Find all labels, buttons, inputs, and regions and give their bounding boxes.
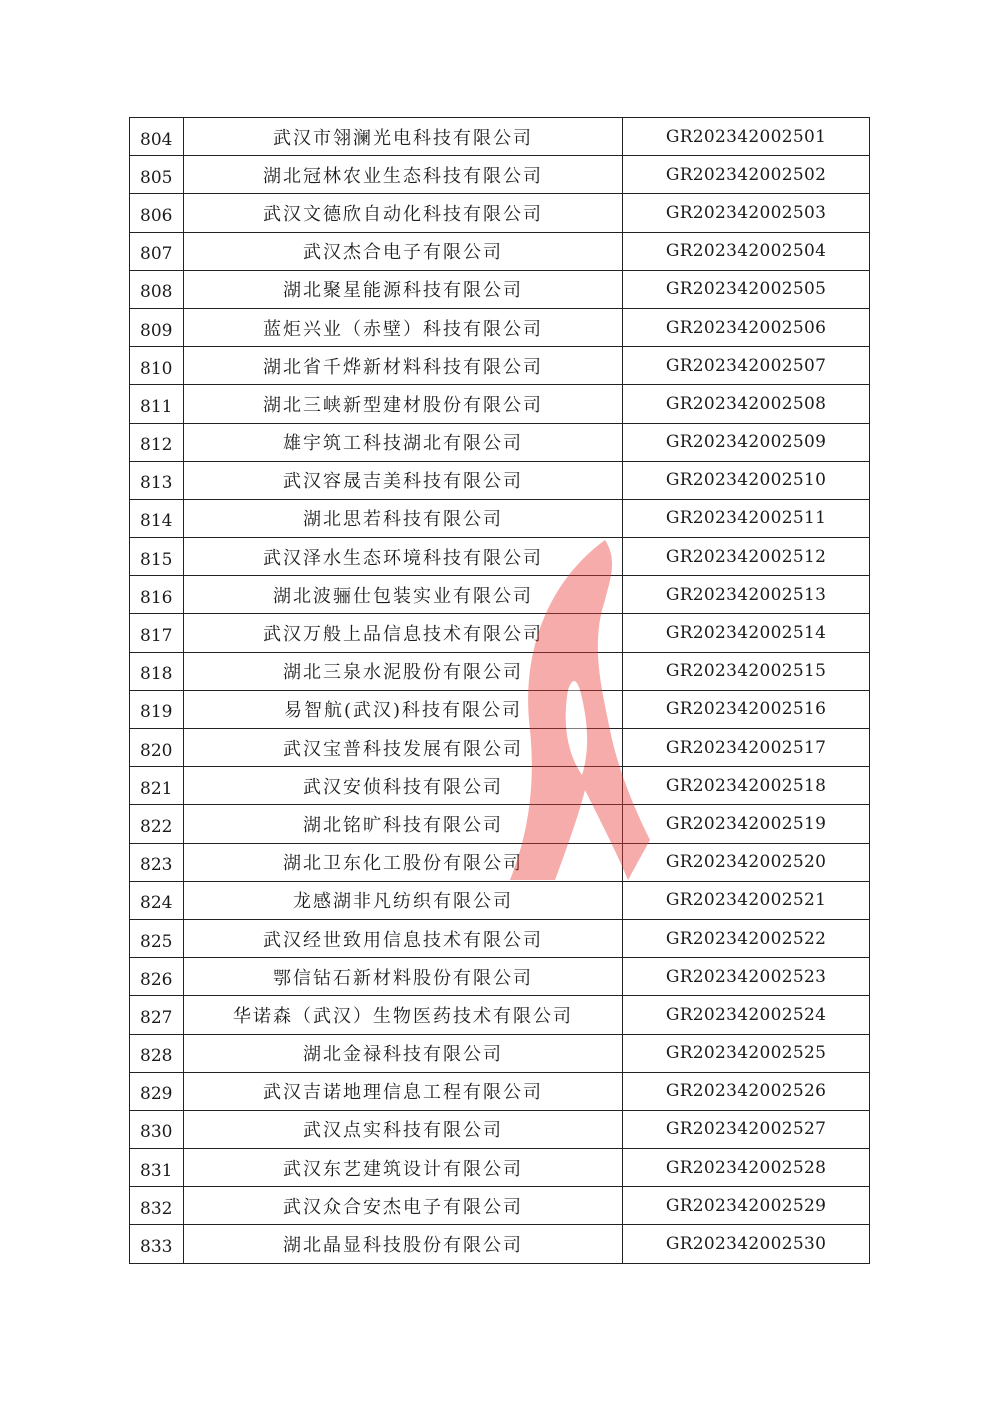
company-name: 华诺森（武汉）生物医药技术有限公司 (184, 996, 623, 1034)
table-row (130, 538, 870, 576)
row-number: 807 (130, 232, 184, 270)
certificate-number: GR202342002519 (623, 805, 870, 843)
table-row (130, 690, 870, 728)
certificate-number: GR202342002507 (623, 347, 870, 385)
company-name: 武汉宝普科技发展有限公司 (184, 729, 623, 767)
table-row (130, 958, 870, 996)
row-number: 829 (130, 1072, 184, 1110)
table-row (130, 118, 870, 156)
table-row (130, 805, 870, 843)
row-number: 822 (130, 805, 184, 843)
row-number: 812 (130, 423, 184, 461)
company-name: 湖北聚星能源科技有限公司 (184, 270, 623, 308)
row-number: 804 (130, 118, 184, 156)
row-number: 809 (130, 308, 184, 346)
row-number: 817 (130, 614, 184, 652)
row-number: 825 (130, 919, 184, 957)
certificate-number: GR202342002512 (623, 538, 870, 576)
certificate-number: GR202342002506 (623, 308, 870, 346)
company-name: 武汉容晟吉美科技有限公司 (184, 461, 623, 499)
certificate-number: GR202342002503 (623, 194, 870, 232)
company-name: 武汉东艺建筑设计有限公司 (184, 1149, 623, 1187)
certificate-number: GR202342002521 (623, 881, 870, 919)
company-table (129, 117, 870, 1264)
table-row (130, 423, 870, 461)
company-name: 湖北晶显科技股份有限公司 (184, 1225, 623, 1263)
table-row (130, 729, 870, 767)
row-number: 818 (130, 652, 184, 690)
company-name: 湖北省千烨新材料科技有限公司 (184, 347, 623, 385)
table-row (130, 767, 870, 805)
company-name: 湖北三泉水泥股份有限公司 (184, 652, 623, 690)
table-row (130, 1225, 870, 1263)
table-row (130, 156, 870, 194)
company-name: 武汉经世致用信息技术有限公司 (184, 919, 623, 957)
row-number: 821 (130, 767, 184, 805)
row-number: 832 (130, 1187, 184, 1225)
company-name: 武汉文德欣自动化科技有限公司 (184, 194, 623, 232)
row-number: 830 (130, 1110, 184, 1148)
row-number: 831 (130, 1149, 184, 1187)
table-row (130, 232, 870, 270)
company-name: 武汉吉诺地理信息工程有限公司 (184, 1072, 623, 1110)
table-row (130, 881, 870, 919)
row-number: 813 (130, 461, 184, 499)
table-row (130, 1149, 870, 1187)
certificate-number: GR202342002526 (623, 1072, 870, 1110)
row-number: 805 (130, 156, 184, 194)
table-row (130, 576, 870, 614)
company-name: 雄宇筑工科技湖北有限公司 (184, 423, 623, 461)
table-row (130, 270, 870, 308)
company-name: 湖北冠林农业生态科技有限公司 (184, 156, 623, 194)
company-name: 湖北波骊仕包装实业有限公司 (184, 576, 623, 614)
table-row (130, 614, 870, 652)
company-name: 湖北三峡新型建材股份有限公司 (184, 385, 623, 423)
company-name: 武汉泽水生态环境科技有限公司 (184, 538, 623, 576)
company-name: 鄂信钻石新材料股份有限公司 (184, 958, 623, 996)
row-number: 826 (130, 958, 184, 996)
row-number: 816 (130, 576, 184, 614)
certificate-number: GR202342002516 (623, 690, 870, 728)
table-row (130, 1034, 870, 1072)
company-name: 武汉点实科技有限公司 (184, 1110, 623, 1148)
table-row (130, 461, 870, 499)
certificate-number: GR202342002527 (623, 1110, 870, 1148)
table-row (130, 843, 870, 881)
certificate-number: GR202342002502 (623, 156, 870, 194)
row-number: 810 (130, 347, 184, 385)
company-name: 武汉安侦科技有限公司 (184, 767, 623, 805)
certificate-number: GR202342002514 (623, 614, 870, 652)
certificate-number: GR202342002530 (623, 1225, 870, 1263)
row-number: 828 (130, 1034, 184, 1072)
company-name: 蓝炬兴业（赤壁）科技有限公司 (184, 308, 623, 346)
certificate-number: GR202342002513 (623, 576, 870, 614)
table-row (130, 347, 870, 385)
certificate-number: GR202342002508 (623, 385, 870, 423)
certificate-number: GR202342002515 (623, 652, 870, 690)
table-row (130, 919, 870, 957)
row-number: 819 (130, 690, 184, 728)
row-number: 808 (130, 270, 184, 308)
company-name: 武汉杰合电子有限公司 (184, 232, 623, 270)
table-row (130, 652, 870, 690)
company-name: 武汉众合安杰电子有限公司 (184, 1187, 623, 1225)
row-number: 827 (130, 996, 184, 1034)
row-number: 811 (130, 385, 184, 423)
certificate-number: GR202342002522 (623, 919, 870, 957)
certificate-number: GR202342002525 (623, 1034, 870, 1072)
table-row (130, 1110, 870, 1148)
certificate-number: GR202342002505 (623, 270, 870, 308)
company-name: 易智航(武汉)科技有限公司 (184, 690, 623, 728)
company-name: 湖北铭旷科技有限公司 (184, 805, 623, 843)
row-number: 823 (130, 843, 184, 881)
company-name: 武汉市翎澜光电科技有限公司 (184, 118, 623, 156)
certificate-number: GR202342002509 (623, 423, 870, 461)
certificate-number: GR202342002511 (623, 499, 870, 537)
certificate-number: GR202342002523 (623, 958, 870, 996)
table-row (130, 308, 870, 346)
table-row (130, 194, 870, 232)
company-name: 湖北金禄科技有限公司 (184, 1034, 623, 1072)
row-number: 824 (130, 881, 184, 919)
row-number: 806 (130, 194, 184, 232)
certificate-number: GR202342002504 (623, 232, 870, 270)
row-number: 814 (130, 499, 184, 537)
table-row (130, 1187, 870, 1225)
table-row (130, 499, 870, 537)
certificate-number: GR202342002518 (623, 767, 870, 805)
certificate-number: GR202342002520 (623, 843, 870, 881)
certificate-number: GR202342002528 (623, 1149, 870, 1187)
company-name: 龙感湖非凡纺织有限公司 (184, 881, 623, 919)
certificate-number: GR202342002529 (623, 1187, 870, 1225)
certificate-number: GR202342002524 (623, 996, 870, 1034)
row-number: 833 (130, 1225, 184, 1263)
row-number: 815 (130, 538, 184, 576)
company-table-body (130, 118, 870, 1264)
company-name: 湖北卫东化工股份有限公司 (184, 843, 623, 881)
certificate-number: GR202342002517 (623, 729, 870, 767)
table-row (130, 1072, 870, 1110)
row-number: 820 (130, 729, 184, 767)
certificate-number: GR202342002501 (623, 118, 870, 156)
company-name: 武汉万般上品信息技术有限公司 (184, 614, 623, 652)
company-name: 湖北思若科技有限公司 (184, 499, 623, 537)
table-row (130, 385, 870, 423)
table-row (130, 996, 870, 1034)
certificate-number: GR202342002510 (623, 461, 870, 499)
